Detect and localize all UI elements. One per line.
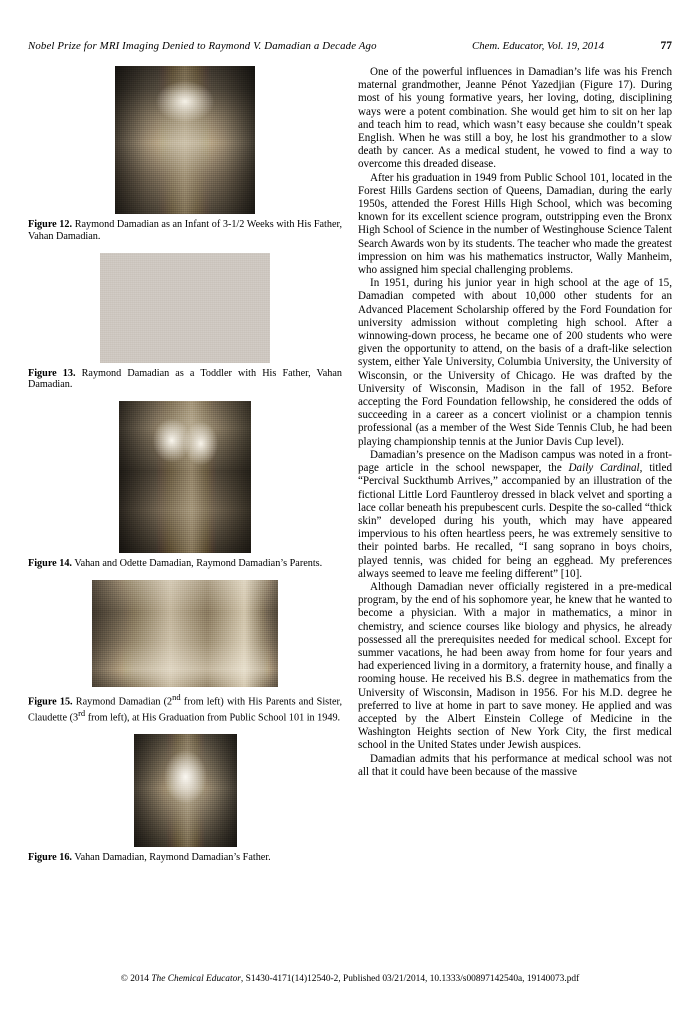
figure-14 (28, 401, 342, 570)
left-column (28, 66, 342, 874)
newspaper-name-italic: Daily Cardinal (568, 462, 640, 475)
photo-grain-overlay (100, 253, 270, 363)
figure-15-caption (28, 692, 342, 724)
photo-grain-overlay (92, 580, 278, 687)
figure-14-image (119, 401, 251, 553)
body-paragraph-4 (358, 449, 672, 581)
body-paragraph-4-part-2: , titled “Percival Suckthumb Arrives,” accompanied by an illustration of the fictional Little Lord Fauntleroy dressed in black velvet and sporting a lace collar beneath his prepubescent curls. Despite the so-called “thick skin” developed during his youth, which may have appeared impervious to his often heartless peers, he was extremely sensitive to their pointed barbs. He recalled, “I sang soprano in boys choirs, played tennis, was chided for being an egghead. My preferences always seemed to leave me feeling different” [10]. (358, 462, 672, 580)
photo-grain-overlay (115, 66, 255, 214)
photo-grain-overlay (134, 734, 237, 847)
figure-12-image (115, 66, 255, 214)
body-paragraph-1: One of the powerful influences in Damadian’s life was his French maternal grandmother, Jeanne Pénot Yazedjian (Figure 17). During most of his young formative years, her loving, doting, disciplining ways were a potent combination. She would get him to sit on her lap and teach him to read, which wasn’t easy because she couldn’t speak English. When he was still a boy, he lost his grandmother to a slow death by cancer. As a medical student, he vowed to find a way to overcome this dreaded disease. (358, 66, 672, 171)
footer-copyright: © 2014 (120, 974, 152, 984)
figure-15-ordinal-2: rd (78, 708, 86, 719)
footer-identifiers: , S1430-4171(14)12540-2, Published 03/21/2014, 10.1333/s00897142540a, 19140073.pdf (240, 974, 580, 984)
figure-12-label: Figure 12. (28, 219, 73, 230)
figure-15 (28, 580, 342, 724)
figure-16-label: Figure 16. (28, 852, 72, 864)
figure-12-caption-text: Raymond Damadian as an Infant of 3-1/2 Weeks with His Father, Vahan Damadian. (28, 219, 343, 242)
body-paragraph-3: In 1951, during his junior year in high school at the age of 15, Damadian competed with about 10,000 other students for an Advanced Placement Scholarship offered by the Ford Foundation for university admission without completing high school. After a winnowing-down process, he became one of 200 students who were given the opportunity to attend, on the basis of a draft-like selection system, either Yale University, Columbia University, the University of Wisconsin, or the University of Chicago. He was drafted by the University of Wisconsin, Madison in the fall of 1952. Before accepting the Ford Foundation fellowship, he considered the odds of succeeding in a career as a concert violinist or a champion tennis professional (as a member of the West Side Tennis Club, he had been playing championship tennis at the Junior Davis Cup level). (358, 277, 672, 448)
figure-13 (28, 253, 342, 392)
page-footer (0, 974, 700, 985)
photo-grain-overlay (119, 401, 251, 553)
figure-14-label: Figure 14. (28, 558, 72, 570)
figure-14-caption-text: Vahan and Odette Damadian, Raymond Damadian’s Parents. (74, 558, 323, 570)
figure-12 (28, 66, 342, 243)
figure-16-caption (28, 852, 342, 864)
right-column (358, 66, 672, 779)
body-paragraph-2: After his graduation in 1949 from Public School 101, located in the Forest Hills Gardens section of Queens, Damadian, during the early 1950s, attended the Forest Hills High School, which was becoming known for its excellent science program, outstripping even the Bronx High School of Science in the number of Westinghouse Science Talent Search Awards won by its students. The teacher who made the greatest impression on him was his mathematics instructor, Wally Manheim, who assigned him special challenging problems. (358, 171, 672, 277)
figure-12-caption (28, 219, 342, 243)
page-number: 77 (660, 40, 672, 52)
running-head-journal: Chem. Educator, Vol. 19, 2014 (472, 40, 604, 52)
running-head-title: Nobel Prize for MRI Imaging Denied to Raymond V. Damadian a Decade Ago (28, 40, 377, 52)
running-head (28, 40, 672, 58)
body-paragraph-5: Although Damadian never officially registered in a pre-medical program, by the end of his sophomore year, he knew that he wanted to become a physician. With a major in mathematics, a minor in chemistry, and science courses like biology and physics, he already possessed all the prerequisites needed for medical school. Except for summer vacations, he had been away from home for four years and had experienced living in a dormitory, a fraternity house, and finally a rooming house. He received his B.S. degree in mathematics from the University of Wisconsin, Madison in 1956. For his M.D. degree he preferred to live at home in part to save money. He applied and was accepted by the Albert Einstein College of Medicine in the Washington Heights section of New York City, the first medical school in the United States under Jewish auspices. (358, 580, 672, 752)
body-paragraph-4-part-1: Damadian’s presence on the Madison campus was noted in a front-page article in the school newspaper, the (358, 448, 672, 475)
figure-13-caption (28, 368, 342, 392)
figure-13-label: Figure 13. (28, 367, 76, 379)
figure-15-caption-part-3: from left), at His Graduation from Public School 101 in 1949. (85, 712, 341, 724)
figure-15-image (92, 580, 278, 687)
figure-13-image (100, 253, 270, 363)
figure-16-caption-text: Vahan Damadian, Raymond Damadian’s Father. (74, 852, 271, 864)
figure-15-caption-part-2: from left) with His Parents and Sister, Claudette (3 (28, 696, 342, 724)
figure-15-ordinal-1: nd (172, 691, 181, 702)
figure-14-caption (28, 558, 342, 570)
figure-15-caption-part-1: Raymond Damadian (2 (75, 696, 173, 708)
figure-16 (28, 734, 342, 864)
figure-13-caption-text: Raymond Damadian as a Toddler with His Father, Vahan Damadian. (28, 367, 342, 391)
body-paragraph-6: Damadian admits that his performance at medical school was not all that it could have been because of the massive (358, 752, 672, 778)
figure-16-image (134, 734, 237, 847)
figure-15-label: Figure 15. (28, 696, 73, 708)
footer-journal-title: The Chemical Educator (151, 974, 241, 984)
